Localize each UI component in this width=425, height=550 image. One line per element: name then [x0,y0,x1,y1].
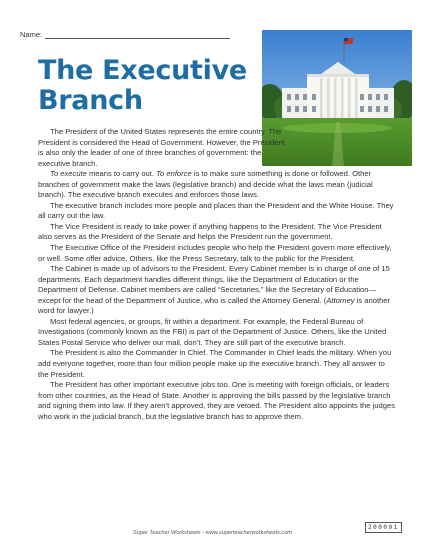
paragraph-8: The President is also the Commander in Chief. The Commander in Chief leads the military. When you add everyone together, more than four million people make up the executive branch. They all answer to the President. [38,348,392,379]
page-title [38,56,247,116]
paragraph-4: The Vice President is ready to take power if anything happens to the President. The Vice President also serves as the President of the Senate and helps the President run the government. [38,221,382,242]
paragraph-5: The Executive Office of the President includes people who help the President govern more effectively, or well. Some offer advice. Others, like the Press Secretary, talk to the public for the President. [38,243,392,263]
name-label: Name: [20,30,43,39]
paragraph-6-text-a: The Cabinet is made up of advisors to the President. Every Cabinet member is in charge of one of 15 departments. Each department handles different things, like the Department of Education or the Department of Defense. Cabinet members are called “Secretaries,” like the Secretary of Education—except for the head of the Department of Justice, who is called the Attorney General. ( [38,264,390,305]
title-line-1: The Executive [38,55,247,86]
title-line-2: Branch [38,85,143,116]
term-attorney: Attorney [326,295,355,305]
term-enforce: To enforce [156,169,192,179]
paragraph-9: The President has other important executive jobs too. One is meeting with foreign officials, or leaders from other countries, as the Head of State. Another is approving the bills passed by the legislative branch and signing them into law. If they aren’t approved, they are vetoed. The President also appoints the judges who work in the judicial branch, but the legislative branch has to approve them. [38,380,395,421]
worksheet-code: 200091 [365,522,402,533]
article-body [38,127,396,422]
name-line[interactable] [45,30,230,39]
paragraph-2-text-b: is to make sure something is done or followed. Other branches of government make the laws (legislative branch) and decide what the laws mean (judicial branch). The executive branch executes and enforces those laws. [38,169,373,200]
footer-credit: Super Teacher Worksheets - www.superteacherworksheets.com [133,530,292,536]
paragraph-6-text-b: is another word for lawyer.) [38,295,391,316]
paragraph-7: Most federal agencies, or groups, fit within a department. For example, the Federal Bureau of Investigations (commonly known as the FBI) is part of the Department of Justice. Others, like the United States Postal Service who deliver our mail, don’t. They are still part of the executive branch. [38,316,387,347]
paragraph-2 [38,169,396,201]
paragraph-6 [38,264,396,317]
term-execute: To execute [50,169,87,179]
name-row [20,30,230,39]
paragraph-2-text-a: means to carry out. [86,169,157,179]
paragraph-1: The President of the United States represents the entire country. The President is considered the Head of Government. However, the President is also only the leader of one of three branches of government: the executive branch. [38,127,285,168]
paragraph-3: The executive branch includes more people and places than the President and the White House. They all carry out the law. [38,200,394,221]
